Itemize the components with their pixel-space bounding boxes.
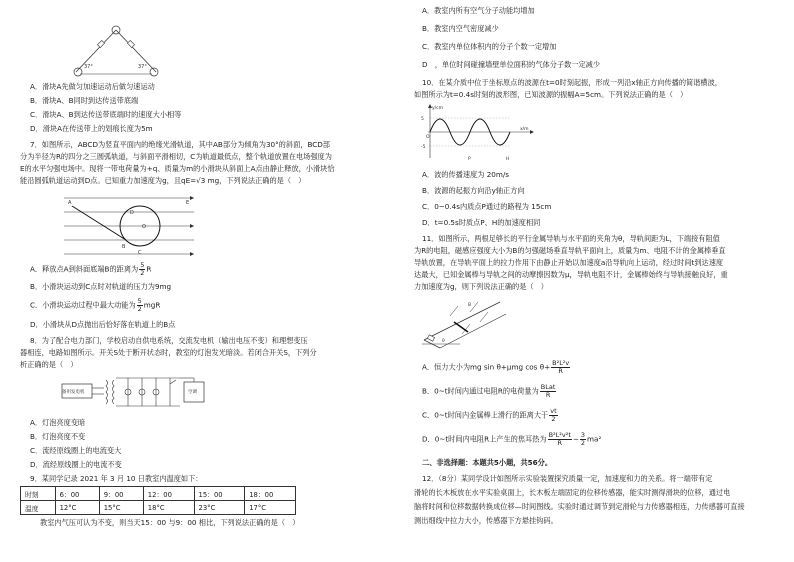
q7-track-figure <box>60 192 200 258</box>
svg-text:P: P <box>468 157 471 162</box>
table-cell: 18：00 <box>245 487 296 501</box>
q10-option-d: D．t=0.5s时质点P、H的加速度相同 <box>422 218 541 227</box>
q12-line-2: 滑轮的长木板放在水平实验桌面上，长木板左端固定的位移传感器，能实时测得滑块的位移，通过电 <box>414 488 731 497</box>
svg-text:A: A <box>68 200 72 206</box>
q8-option-a: A．灯泡亮度变暗 <box>30 418 86 427</box>
svg-text:E: E <box>186 200 190 206</box>
q7-option-b: B．小滑块运动到C点时对轨道的压力为9mg <box>30 282 172 291</box>
q11-line-4: 达最大，已知金属棒与导轨之间的动摩擦因数为μ，导轨电阻不计，金属棒始终与导轨接触良好，重 <box>414 270 728 279</box>
q11-option-d: D．0~t时间内电阻R上产生的焦耳热为 $\frac{\text{B²L²v²t}}{R}$ − $\frac{3}{2}$ ma² <box>422 431 602 447</box>
svg-text:θ: θ <box>442 339 445 344</box>
svg-text:B: B <box>122 244 126 250</box>
q7-line-3: E的水平匀强电场中。现将一带电荷量为+q、质量为m的小滑块从斜面上A点由静止释放，小滑块恰 <box>20 164 335 173</box>
q12-line-4: 测出细线中拉力大小，传感器下方悬挂钩码。 <box>414 516 558 525</box>
svg-text:O: O <box>426 135 430 140</box>
q11-line-1: 11．如图所示，两根足够长的平行金属导轨与水平面的夹角为θ，导轨间距为L，下端接有阻值 <box>422 234 720 243</box>
q12-line-3: 脑将时间和位移数据转换成位移—时间图线。实验时通过调节到定滑轮与力传感器相连，力传感器可直接 <box>414 502 745 511</box>
q11-option-c: C．0~t时间内金属棒上滑行的距离大于 $\frac{vt}{2}$ <box>422 407 557 423</box>
q7-line-1: 7．如图所示，ABCD为竖直平面内的绝缘光滑轨道，其中AB部分为倾角为30°的斜面，BCD部 <box>30 140 330 149</box>
table-cell: 12°C <box>55 501 99 515</box>
q8-line-1: 8．为了配合电力部门，学校启动自供电系统，交流发电机（输出电压不变）和理想变压 <box>30 336 308 345</box>
svg-text:x/m: x/m <box>520 127 529 132</box>
q6-option-c: C．滑块A、B到达传送带底端时的速度大小相等 <box>30 110 182 119</box>
table-cell: 9：00 <box>99 487 143 501</box>
q10-line-1: 10．在某介质中位于坐标原点的波源在t=0时刻起振，形成一列沿x轴正方向传播的简谐横波， <box>422 78 722 87</box>
q6-option-b: B．滑块A、B同时到达传送带底端 <box>30 96 139 105</box>
table-cell: 12：00 <box>143 487 194 501</box>
table-cell: 6：00 <box>55 487 99 501</box>
q6-conveyor-figure <box>68 2 168 78</box>
svg-text:37°: 37° <box>138 64 147 70</box>
q6-option-d: D．滑块A在传送带上的划痕长度为5m <box>30 124 153 133</box>
q7-option-a: A．释放点A到斜面底端B的距离为 $\frac{5}{2}$ R <box>30 261 152 277</box>
q8-ac-label: 空调 <box>188 390 197 395</box>
section-title: 二、非选择题：本题共5小题，共56分。 <box>422 458 553 467</box>
svg-text:H: H <box>506 157 510 162</box>
q10-wave-figure <box>420 102 540 164</box>
q8-generator-label: 备用发电机 <box>62 390 85 395</box>
q8-line-3: 析正确的是（ ） <box>20 360 78 369</box>
q8-option-b: B．灯泡亮度不变 <box>30 432 86 441</box>
q12-line-1: 12．（8分）某同学设计如图所示实验装置探究质量一定，加速度和力的关系。将一端带有定 <box>422 474 713 483</box>
svg-text:O: O <box>142 224 146 230</box>
svg-text:D: D <box>130 210 134 216</box>
q8-line-2: 器相连，电路如图所示。开关S处于断开状态时，教室的灯泡发光暗淡。若闭合开关S，下列分 <box>20 348 317 357</box>
svg-text:B: B <box>468 303 472 308</box>
q8-option-d: D．流经原线圈上的电流不变 <box>30 460 122 469</box>
q8-option-c: C．流经原线圈上的电流变大 <box>30 446 122 455</box>
q7-line-4: 能沿圆弧轨道运动到D点。已知重力加速度为g，且qE=√3 mg，下列说法正确的是（ ） <box>20 176 306 185</box>
q9-option-a: A．教室内所有空气分子动能均增加 <box>422 6 535 15</box>
q9-option-d: D ，单位时间碰撞墙壁单位面积的气体分子数一定减少 <box>422 60 601 69</box>
svg-text:37°: 37° <box>84 64 93 70</box>
table-cell: 温度 <box>21 501 56 515</box>
q6-option-a: A．滑块A先做匀加速运动后做匀速运动 <box>30 82 155 91</box>
q9-option-c: C．教室内单位体积内的分子个数一定增加 <box>422 42 557 51</box>
table-cell: 18°C <box>143 501 194 515</box>
q11-option-b: B．0~t时间内通过电阻R的电荷量为 $\frac{\text{BLat}}{R}$ <box>422 383 556 399</box>
svg-text:y/cm: y/cm <box>432 106 444 111</box>
q7-line-2: 分为半径为R的四分之三圆弧轨道，与斜面平滑相切，C为轨道最低点，整个轨道放置在电场强度为 <box>20 152 332 161</box>
q9-temperature-table <box>20 486 296 515</box>
table-cell: 17°C <box>245 501 296 515</box>
table-cell: 23°C <box>194 501 245 515</box>
table-row <box>21 501 296 515</box>
table-row <box>21 487 296 501</box>
q10-option-c: C．0~0.4s内质点P通过的路程为 15cm <box>422 202 552 211</box>
svg-text:5: 5 <box>421 117 424 122</box>
table-cell: 时刻 <box>21 487 56 501</box>
q7-option-c: C．小滑块运动过程中最大动能为 $\frac{5}{2}$ mgR <box>30 297 161 313</box>
q10-line-2: 如图所示为t=0.4s时刻的波形图，已知波源的振幅A=5cm。下列说法正确的是（ ） <box>414 90 688 99</box>
q11-line-2: 为R的电阻，磁感应强度大小为B的匀强磁场垂直导轨平面向上，质量为m、电阻不计的金属棒垂直 <box>414 246 726 255</box>
q11-rails-figure <box>420 292 510 350</box>
q11-option-a: A．恒力大小为mg sin θ+μmg cos θ+ $\frac{\text{B²L²v}}{R}$ <box>422 359 570 375</box>
q9-intro: 9．某同学记录 2021 年 3 月 10 日教室内温度如下： <box>30 474 203 483</box>
q11-line-3: 导轨放置，在导轨平面上的拉力作用下由静止开始以加速度a沿导轨向上运动，经过时间t到达速度 <box>414 258 724 267</box>
q9-option-b: B．教室内空气密度减少 <box>422 24 499 33</box>
table-cell: 15°C <box>99 501 143 515</box>
q7-option-d: D．小滑块从D点抛出后恰好落在轨道上的B点 <box>30 320 176 329</box>
q10-option-b: B．波源的起振方向沿y轴正方向 <box>422 186 525 195</box>
svg-text:C: C <box>138 250 142 256</box>
svg-text:-5: -5 <box>421 145 426 150</box>
table-cell: 15：00 <box>194 487 245 501</box>
q10-option-a: A．波的传播速度为 20m/s <box>422 170 510 179</box>
q9-question: 教室内气压可认为不变，则当天15：00 与9：00 相比，下列说法正确的是（ ） <box>40 518 300 527</box>
q11-line-5: 力加速度为g，则下列说法正确的是（ ） <box>414 282 548 291</box>
